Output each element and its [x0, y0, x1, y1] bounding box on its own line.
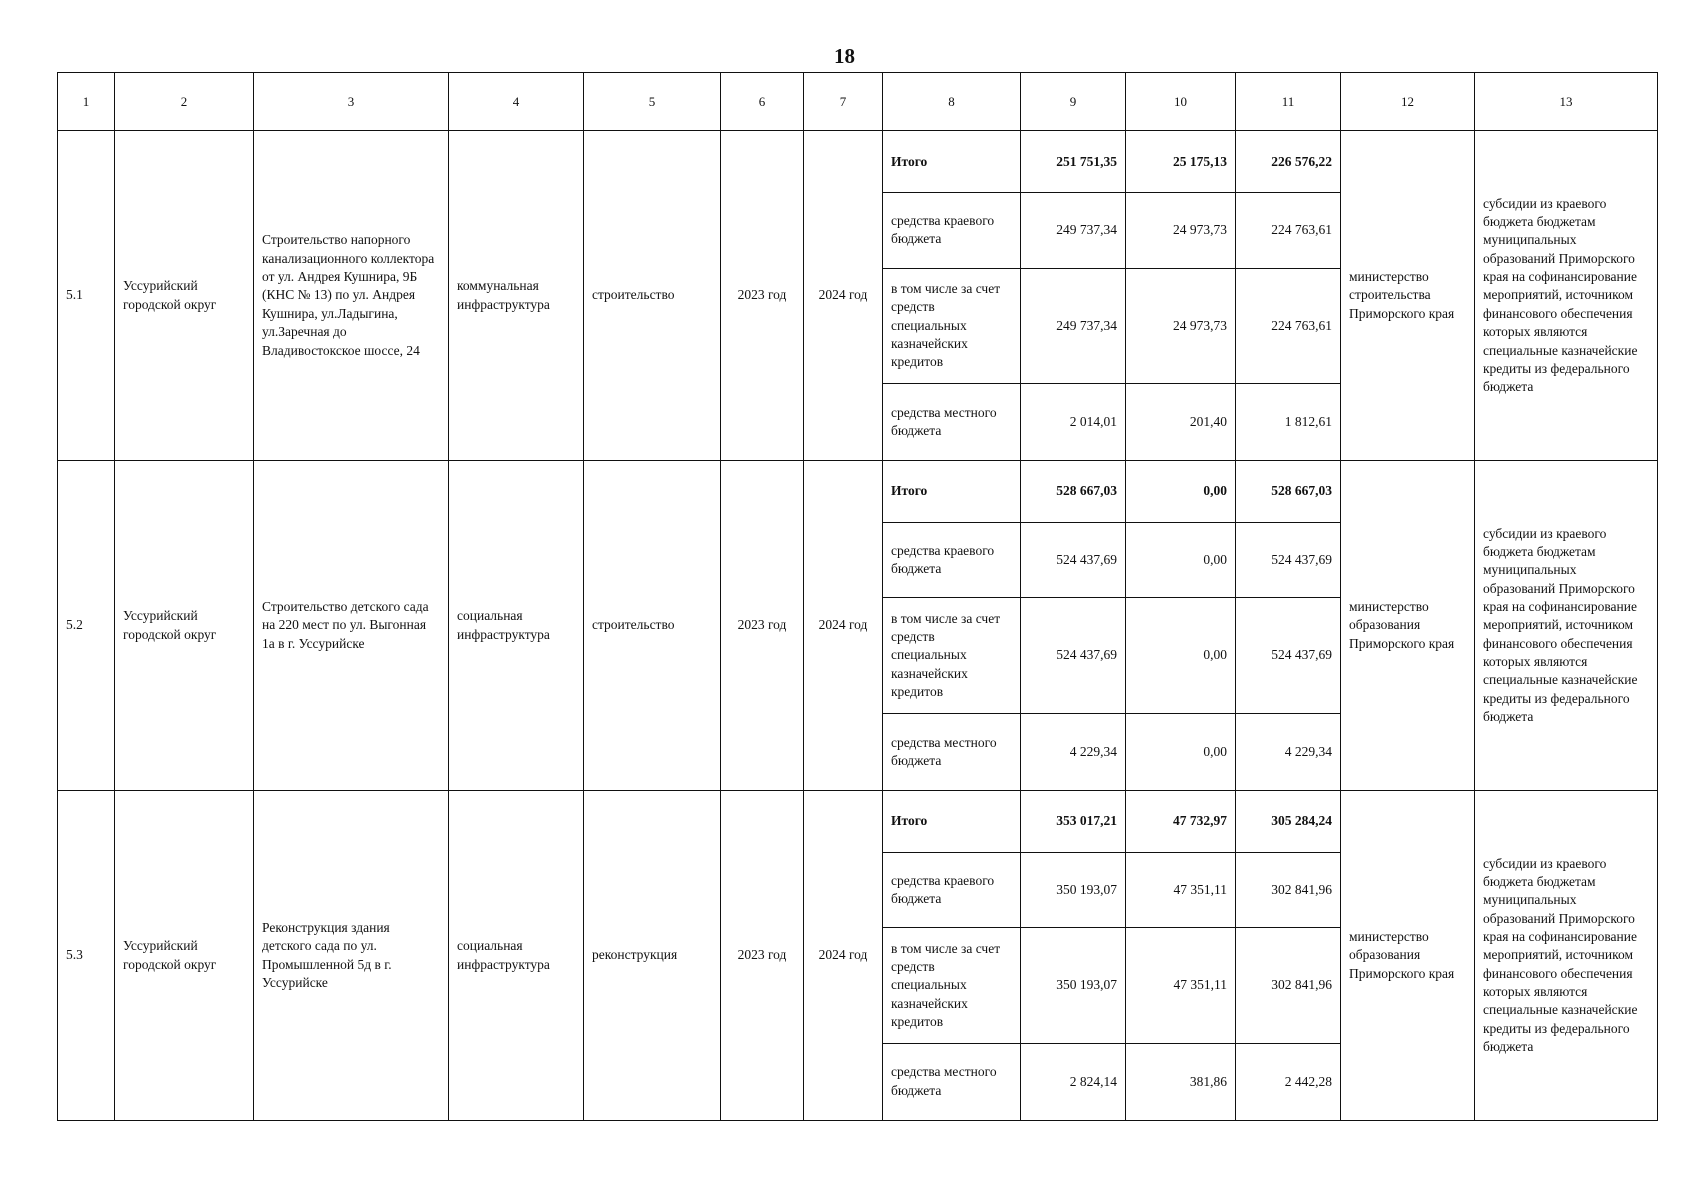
amount-2024-cell: 226 576,22: [1236, 131, 1341, 193]
row-number: 5.2: [58, 461, 115, 791]
start-year-cell: 2023 год: [721, 791, 804, 1121]
funding-source-cell: средства местного бюджета: [883, 383, 1021, 460]
row-number: 5.3: [58, 791, 115, 1121]
column-header: 9: [1021, 73, 1126, 131]
amount-2023-cell: 0,00: [1126, 598, 1236, 713]
funding-source-cell: Итого: [883, 791, 1021, 853]
total-amount-cell: 251 751,35: [1021, 131, 1126, 193]
column-header: 7: [804, 73, 883, 131]
funding-source-cell: в том числе за счет средств специальных казначейских кредитов: [883, 928, 1021, 1043]
work-type-cell: строительство: [584, 131, 721, 461]
amount-2023-cell: 0,00: [1126, 523, 1236, 598]
total-amount-cell: 524 437,69: [1021, 523, 1126, 598]
funding-source-cell: Итого: [883, 131, 1021, 193]
amount-2023-cell: 0,00: [1126, 713, 1236, 790]
table-row: [58, 461, 1658, 523]
amount-2024-cell: 4 229,34: [1236, 713, 1341, 790]
column-header: 13: [1475, 73, 1658, 131]
object-name-cell: Строительство напорного канализационного коллектора от ул. Андрея Кушнира, 9Б (КНС № 13) по ул. Андрея Кушнира, ул.Ладыгина, ул.Заречная до Владивостокское шоссе, 24: [254, 131, 449, 461]
municipality-cell: Уссурийский городской округ: [115, 131, 254, 461]
start-year-cell: 2023 год: [721, 461, 804, 791]
column-header-row: [58, 73, 1658, 131]
table-row: [58, 131, 1658, 193]
amount-2024-cell: 224 763,61: [1236, 193, 1341, 268]
responsible-ministry-cell: министерство строительства Приморского края: [1341, 131, 1475, 461]
column-header: 10: [1126, 73, 1236, 131]
amount-2023-cell: 47 732,97: [1126, 791, 1236, 853]
end-year-cell: 2024 год: [804, 791, 883, 1121]
table-body: [58, 73, 1658, 1121]
end-year-cell: 2024 год: [804, 131, 883, 461]
total-amount-cell: 2 824,14: [1021, 1043, 1126, 1120]
work-type-cell: реконструкция: [584, 791, 721, 1121]
column-header: 3: [254, 73, 449, 131]
sector-cell: коммунальная инфраструктура: [449, 131, 584, 461]
sector-cell: социальная инфраструктура: [449, 791, 584, 1121]
amount-2023-cell: 201,40: [1126, 383, 1236, 460]
column-header: 4: [449, 73, 584, 131]
total-amount-cell: 350 193,07: [1021, 928, 1126, 1043]
row-number: 5.1: [58, 131, 115, 461]
column-header: 2: [115, 73, 254, 131]
funding-note-cell: субсидии из краевого бюджета бюджетам муниципальных образований Приморского края на софинансирование мероприятий, источником финансового обеспечения которых являются специальные казначейские кредиты из федерального бюджета: [1475, 461, 1658, 791]
amount-2023-cell: 25 175,13: [1126, 131, 1236, 193]
column-header: 1: [58, 73, 115, 131]
amount-2024-cell: 302 841,96: [1236, 853, 1341, 928]
table-row: [58, 791, 1658, 853]
total-amount-cell: 350 193,07: [1021, 853, 1126, 928]
total-amount-cell: 4 229,34: [1021, 713, 1126, 790]
amount-2024-cell: 1 812,61: [1236, 383, 1341, 460]
funding-source-cell: Итого: [883, 461, 1021, 523]
column-header: 11: [1236, 73, 1341, 131]
start-year-cell: 2023 год: [721, 131, 804, 461]
total-amount-cell: 249 737,34: [1021, 268, 1126, 383]
column-header: 12: [1341, 73, 1475, 131]
column-header: 6: [721, 73, 804, 131]
total-amount-cell: 528 667,03: [1021, 461, 1126, 523]
investment-table: [57, 72, 1658, 1121]
funding-source-cell: средства местного бюджета: [883, 713, 1021, 790]
amount-2023-cell: 0,00: [1126, 461, 1236, 523]
end-year-cell: 2024 год: [804, 461, 883, 791]
total-amount-cell: 353 017,21: [1021, 791, 1126, 853]
column-header: 5: [584, 73, 721, 131]
total-amount-cell: 249 737,34: [1021, 193, 1126, 268]
amount-2023-cell: 381,86: [1126, 1043, 1236, 1120]
total-amount-cell: 2 014,01: [1021, 383, 1126, 460]
work-type-cell: строительство: [584, 461, 721, 791]
amount-2023-cell: 24 973,73: [1126, 193, 1236, 268]
funding-note-cell: субсидии из краевого бюджета бюджетам муниципальных образований Приморского края на софинансирование мероприятий, источником финансового обеспечения которых являются специальные казначейские кредиты из федерального бюджета: [1475, 131, 1658, 461]
total-amount-cell: 524 437,69: [1021, 598, 1126, 713]
object-name-cell: Реконструкция здания детского сада по ул. Промышленной 5д в г. Уссурийске: [254, 791, 449, 1121]
column-header: 8: [883, 73, 1021, 131]
funding-source-cell: средства местного бюджета: [883, 1043, 1021, 1120]
funding-note-cell: субсидии из краевого бюджета бюджетам муниципальных образований Приморского края на софинансирование мероприятий, источником финансового обеспечения которых являются специальные казначейские кредиты из федерального бюджета: [1475, 791, 1658, 1121]
responsible-ministry-cell: министерство образования Приморского края: [1341, 461, 1475, 791]
funding-source-cell: средства краевого бюджета: [883, 853, 1021, 928]
municipality-cell: Уссурийский городской округ: [115, 791, 254, 1121]
amount-2023-cell: 47 351,11: [1126, 928, 1236, 1043]
page-number: 18: [834, 44, 855, 68]
amount-2024-cell: 524 437,69: [1236, 598, 1341, 713]
funding-source-cell: в том числе за счет средств специальных казначейских кредитов: [883, 268, 1021, 383]
funding-source-cell: средства краевого бюджета: [883, 523, 1021, 598]
sector-cell: социальная инфраструктура: [449, 461, 584, 791]
funding-source-cell: средства краевого бюджета: [883, 193, 1021, 268]
amount-2024-cell: 305 284,24: [1236, 791, 1341, 853]
object-name-cell: Строительство детского сада на 220 мест по ул. Выгонная 1а в г. Уссурийске: [254, 461, 449, 791]
amount-2023-cell: 47 351,11: [1126, 853, 1236, 928]
amount-2024-cell: 528 667,03: [1236, 461, 1341, 523]
amount-2024-cell: 302 841,96: [1236, 928, 1341, 1043]
municipality-cell: Уссурийский городской округ: [115, 461, 254, 791]
responsible-ministry-cell: министерство образования Приморского края: [1341, 791, 1475, 1121]
funding-source-cell: в том числе за счет средств специальных казначейских кредитов: [883, 598, 1021, 713]
amount-2024-cell: 524 437,69: [1236, 523, 1341, 598]
amount-2023-cell: 24 973,73: [1126, 268, 1236, 383]
amount-2024-cell: 2 442,28: [1236, 1043, 1341, 1120]
amount-2024-cell: 224 763,61: [1236, 268, 1341, 383]
